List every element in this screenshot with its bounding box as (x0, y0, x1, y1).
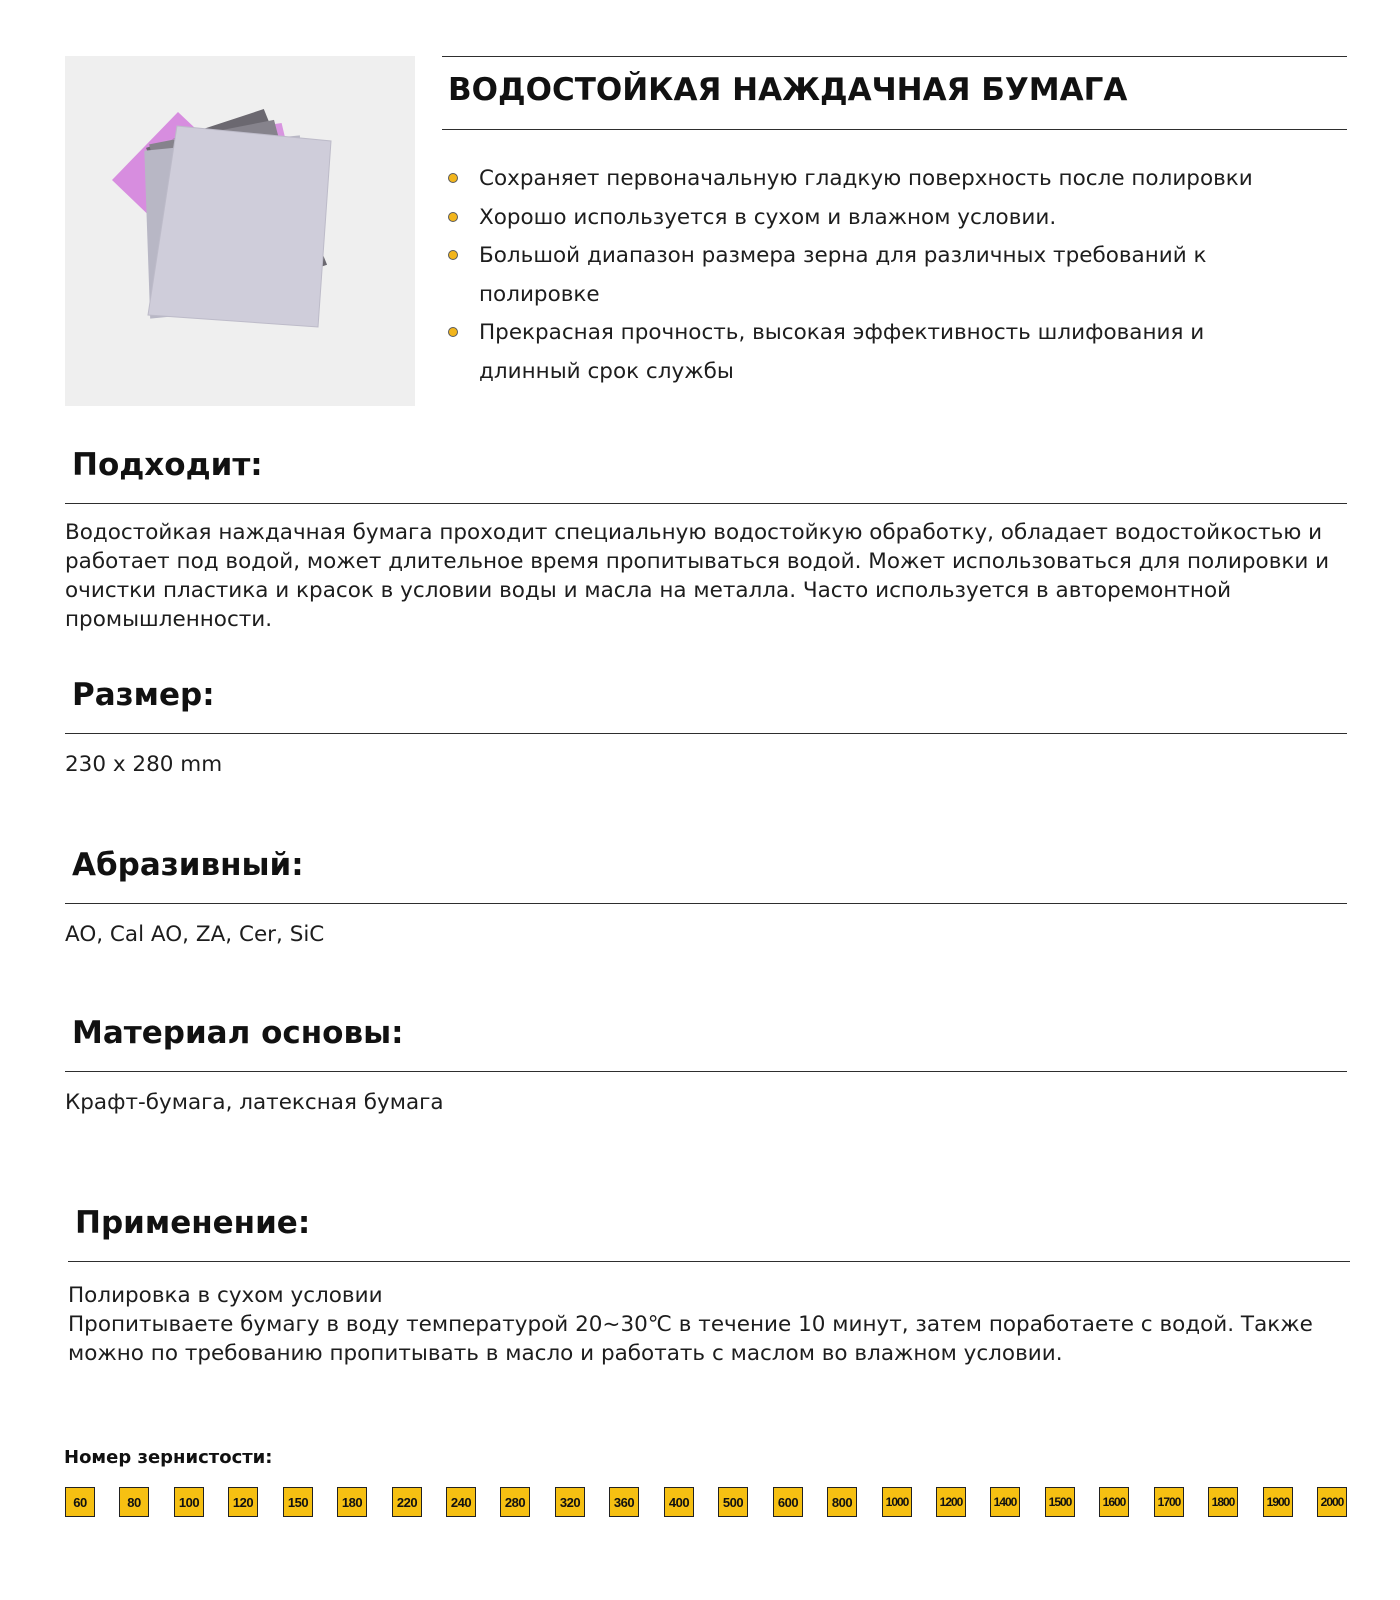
product-title: ВОДОСТОЙКАЯ НАЖДАЧНАЯ БУМАГА (448, 72, 1128, 108)
feature-item: Прекрасная прочность, высокая эффективность шлифования и длинный срок службы (448, 314, 1249, 391)
grit-chip: 180 (337, 1487, 367, 1517)
grit-chip: 1900 (1263, 1487, 1293, 1517)
suits-rule (65, 503, 1347, 504)
bullet-icon (448, 212, 458, 222)
bullet-icon (448, 327, 458, 337)
grit-chip: 150 (283, 1487, 313, 1517)
bullet-icon (448, 173, 458, 183)
grit-chip: 800 (827, 1487, 857, 1517)
grit-chip: 220 (392, 1487, 422, 1517)
grit-chip: 360 (609, 1487, 639, 1517)
grit-heading: Номер зернистости: (64, 1447, 273, 1468)
grit-chip: 1000 (882, 1487, 912, 1517)
size-text: 230 x 280 mm (65, 752, 223, 777)
sandpaper-sheets-photo (65, 56, 415, 406)
size-rule (65, 733, 1347, 734)
abrasive-heading: Абразивный: (72, 847, 304, 883)
grit-chip: 80 (119, 1487, 149, 1517)
feature-item: Хорошо используется в сухом и влажном условии. (448, 199, 1348, 238)
feature-list (448, 160, 1348, 391)
grit-chip: 320 (555, 1487, 585, 1517)
bullet-icon (448, 250, 458, 260)
grit-chip: 1600 (1099, 1487, 1129, 1517)
suits-heading: Подходит: (72, 447, 263, 483)
grit-chip: 1400 (990, 1487, 1020, 1517)
grit-chip: 100 (174, 1487, 204, 1517)
backing-text: Крафт-бумага, латексная бумага (65, 1090, 444, 1115)
grit-chip: 1200 (936, 1487, 966, 1517)
application-line-1: Полировка в сухом условии (68, 1283, 383, 1308)
grit-chip: 2000 (1317, 1487, 1347, 1517)
backing-rule (65, 1071, 1347, 1072)
grit-chip: 280 (500, 1487, 530, 1517)
application-heading: Применение: (75, 1205, 311, 1241)
title-top-rule (442, 56, 1347, 57)
size-heading: Размер: (72, 677, 215, 713)
abrasive-rule (65, 903, 1347, 904)
application-rule (68, 1261, 1350, 1262)
grit-chip: 120 (228, 1487, 258, 1517)
grit-chip: 1700 (1154, 1487, 1184, 1517)
grit-chip: 500 (718, 1487, 748, 1517)
grit-chip: 240 (446, 1487, 476, 1517)
grit-chip-row (65, 1487, 1347, 1519)
feature-item: Большой диапазон размера зерна для различных требований к полировке (448, 237, 1249, 314)
product-photo (65, 56, 415, 406)
grit-chip: 400 (664, 1487, 694, 1517)
grit-chip: 1800 (1208, 1487, 1238, 1517)
backing-heading: Материал основы: (72, 1015, 404, 1051)
title-bottom-rule (442, 129, 1347, 130)
abrasive-text: AO, Cal AO, ZA, Cer, SiC (65, 922, 325, 947)
grit-chip: 600 (773, 1487, 803, 1517)
suits-text: Водостойкая наждачная бумага проходит специальную водостойкую обработку, обладает водостойкостью и работает под водой, может длительное время пропитываться водой. Может использоваться для полировки и очистки пластика и красок в условии воды и масла на металла. Часто используется в авторемонтной промышленности. (65, 520, 1330, 632)
application-line-2: Пропитываете бумагу в воду температурой 20~30℃ в течение 10 минут, затем поработаете с водой. Также можно по требованию пропитывать в масло и работать с маслом во влажном условии. (68, 1312, 1313, 1366)
grit-chip: 1500 (1045, 1487, 1075, 1517)
feature-item: Сохраняет первоначальную гладкую поверхность после полировки (448, 160, 1348, 199)
grit-chip: 60 (65, 1487, 95, 1517)
